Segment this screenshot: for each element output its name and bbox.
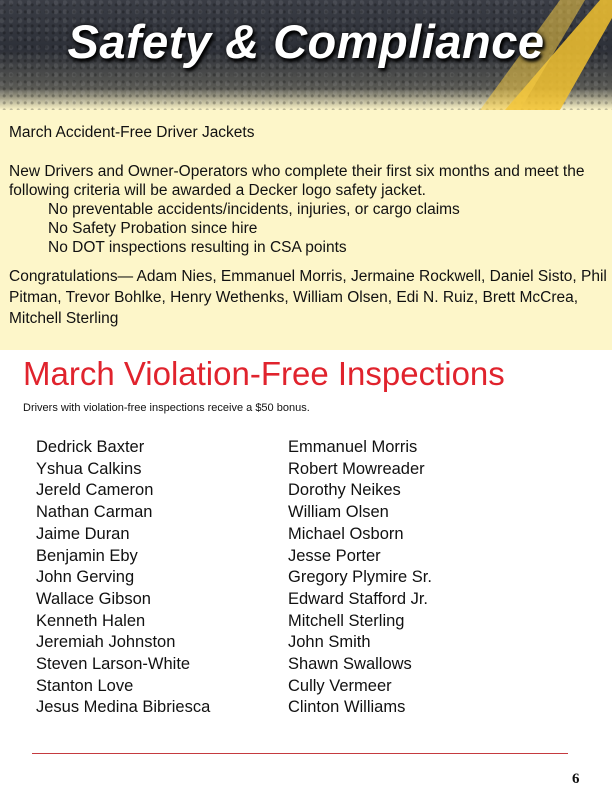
driver-name: John Gerving — [36, 568, 135, 587]
inspections-subtitle: Drivers with violation-free inspections receive a $50 bonus. — [23, 402, 310, 414]
driver-name: Clinton Williams — [288, 698, 406, 717]
jackets-intro: New Drivers and Owner-Operators who complete their first six months and meet the following criteria will be awarded a Decker logo safety jacket. — [9, 163, 585, 199]
driver-name: Yshua Calkins — [36, 459, 142, 478]
driver-name: Edward Stafford Jr. — [288, 589, 429, 608]
criteria-item: No DOT inspections resulting in CSA points — [48, 239, 347, 256]
driver-name: Emmanuel Morris — [288, 438, 418, 456]
driver-name: Dorothy Neikes — [288, 481, 401, 500]
driver-name: John Smith — [288, 633, 371, 652]
driver-name: Jeremiah Johnston — [36, 633, 176, 652]
page-number: 6 — [572, 771, 580, 787]
driver-name: William Olsen — [288, 503, 389, 522]
driver-name: Cully Vermeer — [288, 676, 392, 695]
criteria-item: No preventable accidents/incidents, injuries, or cargo claims — [48, 201, 460, 218]
driver-name: Stanton Love — [36, 676, 134, 695]
driver-name: Benjamin Eby — [36, 546, 138, 565]
driver-name: Jesse Porter — [288, 546, 381, 565]
page-title: Safety & Compliance — [67, 15, 545, 68]
driver-name: Gregory Plymire Sr. — [288, 568, 432, 587]
driver-name: Shawn Swallows — [288, 655, 412, 674]
driver-name: Jereld Cameron — [36, 481, 154, 500]
inspections-title: March Violation-Free Inspections — [23, 355, 505, 392]
names-column-left — [36, 437, 210, 719]
criteria-item: No Safety Probation since hire — [48, 220, 258, 237]
road-banner — [0, 0, 612, 110]
driver-name: Michael Osborn — [288, 524, 404, 543]
driver-name: Nathan Carman — [36, 503, 153, 522]
names-column-right — [288, 437, 432, 719]
driver-name: Dedrick Baxter — [36, 438, 145, 456]
jackets-heading: March Accident-Free Driver Jackets — [9, 124, 255, 141]
driver-name: Mitchell Sterling — [288, 611, 405, 630]
driver-name: Robert Mowreader — [288, 459, 425, 478]
driver-name: Jaime Duran — [36, 524, 130, 543]
driver-name: Kenneth Halen — [36, 611, 146, 630]
footer-divider — [32, 753, 568, 754]
jackets-panel — [0, 110, 612, 350]
driver-name: Jesus Medina Bibriesca — [36, 698, 211, 717]
driver-name: Steven Larson-White — [36, 655, 191, 674]
driver-name: Wallace Gibson — [36, 589, 151, 608]
criteria-list — [48, 200, 460, 257]
congratulations-text: Congratulations— Adam Nies, Emmanuel Morris, Jermaine Rockwell, Daniel Sisto, Phil Pitman, Trevor Bohlke, Henry Wethenks, William Olsen, Edi N. Ruiz, Brett McCrea, Mitchell Sterling — [9, 268, 607, 327]
